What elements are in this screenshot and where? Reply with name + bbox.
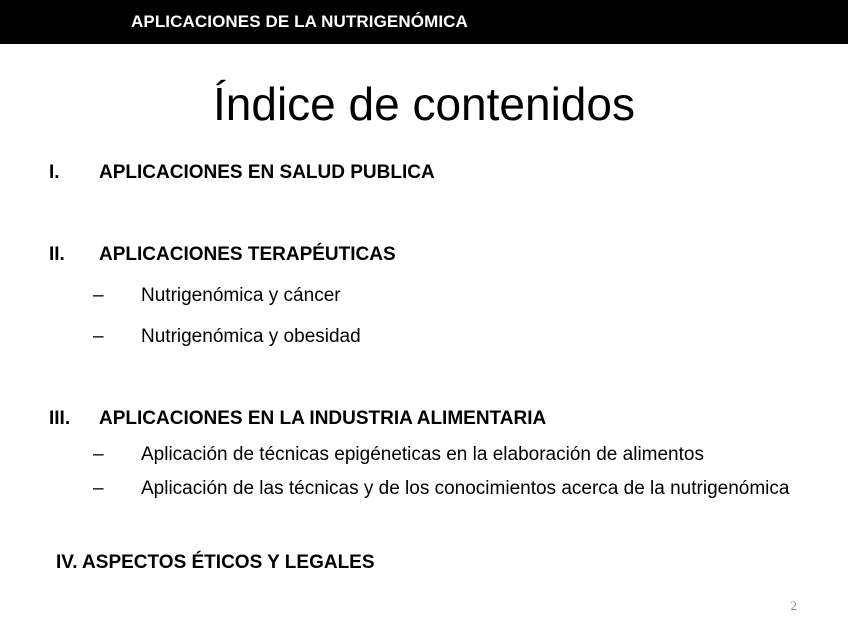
section-3-item-2: Aplicación de las técnicas y de los conocimientos acerca de la nutrigenómica	[141, 478, 790, 499]
slide-title: Índice de contenidos	[213, 78, 635, 130]
section-1-numeral: I.	[49, 162, 60, 183]
section-3-numeral: III.	[49, 408, 71, 429]
section-2-item-2: Nutrigenómica y obesidad	[141, 326, 361, 347]
section-2-heading: APLICACIONES TERAPÉUTICAS	[99, 244, 396, 265]
bullet-dash: –	[93, 326, 104, 347]
page-number: 2	[790, 598, 797, 613]
header-bar	[0, 0, 848, 44]
bullet-dash: –	[93, 285, 104, 306]
section-2-item-1: Nutrigenómica y cáncer	[141, 285, 341, 306]
section-2-numeral: II.	[49, 244, 65, 265]
bullet-dash: –	[93, 444, 104, 465]
section-1-heading: APLICACIONES EN SALUD PUBLICA	[99, 162, 435, 183]
section-3-heading: APLICACIONES EN LA INDUSTRIA ALIMENTARIA	[99, 408, 547, 429]
section-4-heading: IV. ASPECTOS ÉTICOS Y LEGALES	[56, 552, 375, 573]
header-title: APLICACIONES DE LA NUTRIGENÓMICA	[131, 12, 468, 31]
section-3-item-1: Aplicación de técnicas epigéneticas en la elaboración de alimentos	[141, 444, 704, 465]
bullet-dash: –	[93, 478, 104, 499]
